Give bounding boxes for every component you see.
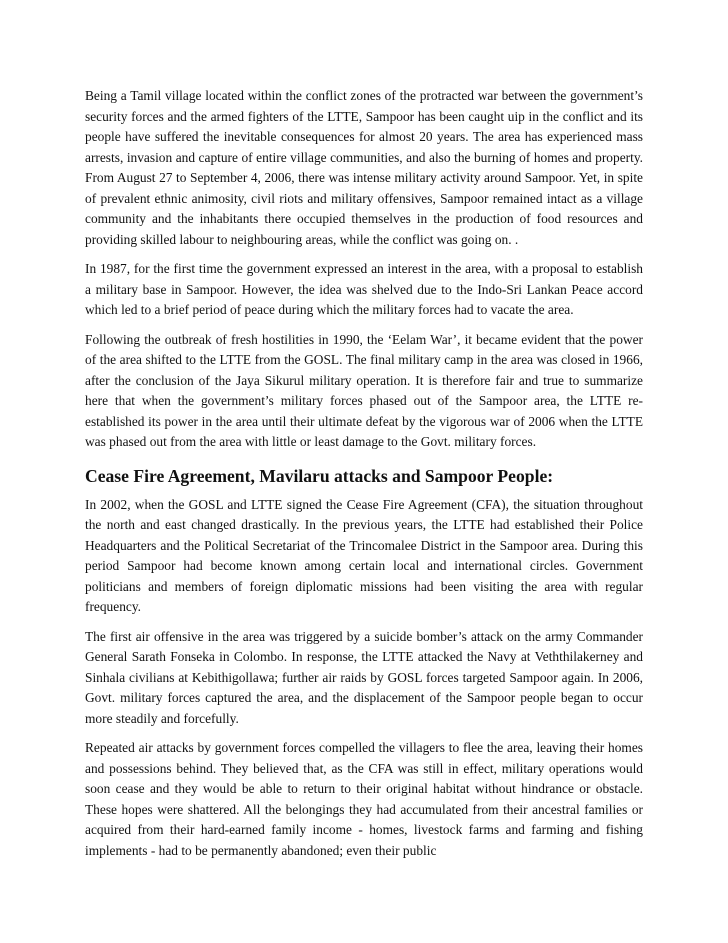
section-heading: Cease Fire Agreement, Mavilaru attacks and Sampoor People: [85, 465, 554, 486]
document-page [85, 86, 643, 870]
paragraph-first-air-offensive: The first air offensive in the area was triggered by a suicide bomber’s attack on the army Commander General Sarath Fonseka in Colombo. In response, the LTTE attacked the Navy at Veththilakerney and Sinhala civilians at Kebithigollawa; further air raids by GOSL forces targeted Sampoor again. In 2006, Govt. military forces captured the area, and the displacement of the Sampoor people began to occur more steadily and forcefully. [85, 628, 643, 726]
paragraph-1987-military-base: In 1987, for the first time the government expressed an interest in the area, with a proposal to establish a military base in Sampoor. However, the idea was shelved due to the Indo-Sri Lankan Peace accord which led to a brief period of peace during which the military forces had to vacate the area. [85, 261, 643, 317]
paragraph-cease-fire-agreement: In 2002, when the GOSL and LTTE signed the Cease Fire Agreement (CFA), the situation throughout the north and east changed drastically. In the previous years, the LTTE had established their Police Headquarters and the Political Secretariat of the Trincomalee District in the Sampoor area. During this period Sampoor had become known among certain local and international circles. Government politicians and members of foreign diplomatic missions had been visiting the area with regular frequency. [85, 496, 643, 614]
paragraph-sampoor-village: Being a Tamil village located within the conflict zones of the protracted war between the government’s security forces and the armed fighters of the LTTE, Sampoor has been caught uip in the conflict and its people have suffered the inevitable consequences for almost 20 years. The area has experienced mass arrests, invasion and capture of entire village communities, and also the burning of homes and property. From August 27 to September 4, 2006, there was intense military activity around Sampoor. Yet, in spite of prevalent ethnic animosity, civil riots and military offensives, Sampoor remained intact as a village community and the inhabitants there occupied themselves in the production of food resources and providing skilled labour to neighbouring areas, while the conflict was going on. . [85, 88, 643, 247]
paragraph-eelam-war: Following the outbreak of fresh hostilities in 1990, the ‘Eelam War’, it became evident that the power of the area shifted to the LTTE from the GOSL. The final military camp in the area was closed in 1966, after the conclusion of the Jaya Sikurul military operation. It is therefore fair and true to summarize here that when the government’s military forces phased out of the Sampoor area, the LTTE re-established its power in the area until their ultimate defeat by the vigorous war of 2006 when the LTTE was phased out from the area with little or least damage to the Govt. military forces. [85, 331, 643, 449]
paragraph-repeated-air-attacks: Repeated air attacks by government forces compelled the villagers to flee the area, leaving their homes and possessions behind. They believed that, as the CFA was still in effect, military operations would soon cease and they would be able to return to their original habitat without hindrance or obstacle. These hopes were shattered. All the belongings they had accumulated from their ancestral families or acquired from their hard-earned family income - homes, livestock farms and farming and fishing implements - had to be permanently abandoned; even their public [85, 740, 643, 858]
